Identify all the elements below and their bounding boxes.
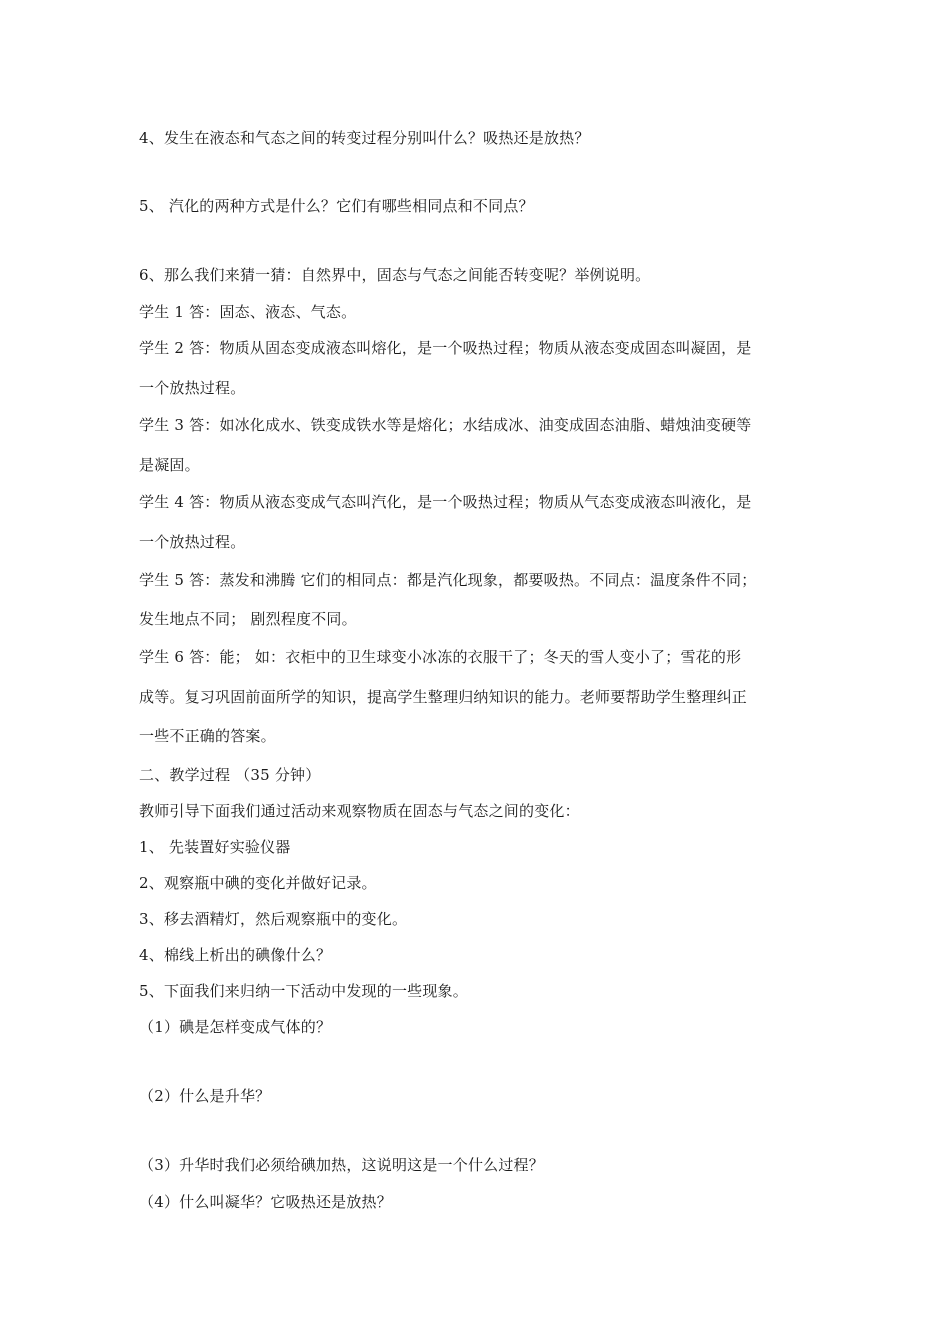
student-4-answer: 学生 4 答：物质从液态变成气态叫汽化，是一个吸热过程；物质从气态变成液态叫液化，是 <box>139 493 752 511</box>
question-4: 4、发生在液态和气态之间的转变过程分别叫什么？吸热还是放热？ <box>139 129 590 147</box>
student-6-answer-cont: 成等。复习巩固前面所学的知识，提高学生整理归纳知识的能力。老师要帮助学生整理纠正 <box>139 688 748 706</box>
student-5-answer: 学生 5 答：蒸发和沸腾 它们的相同点：都是汽化现象，都要吸热。不同点：温度条件不同； <box>139 571 757 589</box>
student-2-answer-cont: 一个放热过程。 <box>139 379 246 397</box>
sub-question-2: （2）什么是升华？ <box>139 1087 271 1105</box>
step-2: 2、观察瓶中碘的变化并做好记录。 <box>139 874 377 892</box>
student-1-answer: 学生 1 答：固态、液态、气态。 <box>139 303 357 321</box>
step-5: 5、下面我们来归纳一下活动中发现的一些现象。 <box>139 982 468 1000</box>
section-heading-teaching-process: 二、教学过程 （35 分钟） <box>139 766 321 784</box>
student-6-answer: 学生 6 答：能； 如：衣柜中的卫生球变小冰冻的衣服干了；冬天的雪人变小了；雪花的形 <box>139 648 742 666</box>
sub-question-1: （1）碘是怎样变成气体的？ <box>139 1018 332 1036</box>
student-3-answer-cont: 是凝固。 <box>139 456 200 474</box>
question-6: 6、那么我们来猜一猜：自然界中，固态与气态之间能否转变呢？举例说明。 <box>139 266 651 284</box>
student-6-answer-end: 一些不正确的答案。 <box>139 727 276 745</box>
question-5: 5、 汽化的两种方式是什么？它们有哪些相同点和不同点？ <box>139 197 534 215</box>
student-4-answer-cont: 一个放热过程。 <box>139 533 246 551</box>
sub-question-3: （3）升华时我们必须给碘加热，这说明这是一个什么过程？ <box>139 1156 544 1174</box>
sub-question-4: （4）什么叫凝华？它吸热还是放热？ <box>139 1193 392 1211</box>
teacher-guide: 教师引导下面我们通过活动来观察物质在固态与气态之间的变化： <box>139 802 580 820</box>
student-5-answer-cont: 发生地点不同； 剧烈程度不同。 <box>139 610 357 628</box>
step-4: 4、棉线上析出的碘像什么？ <box>139 946 332 964</box>
step-1: 1、 先装置好实验仪器 <box>139 838 291 856</box>
step-3: 3、移去酒精灯，然后观察瓶中的变化。 <box>139 910 408 928</box>
student-3-answer: 学生 3 答：如冰化成水、铁变成铁水等是熔化；水结成冰、油变成固态油脂、蜡烛油变硬等 <box>139 416 752 434</box>
student-2-answer: 学生 2 答：物质从固态变成液态叫熔化，是一个吸热过程；物质从液态变成固态叫凝固，是 <box>139 339 752 357</box>
